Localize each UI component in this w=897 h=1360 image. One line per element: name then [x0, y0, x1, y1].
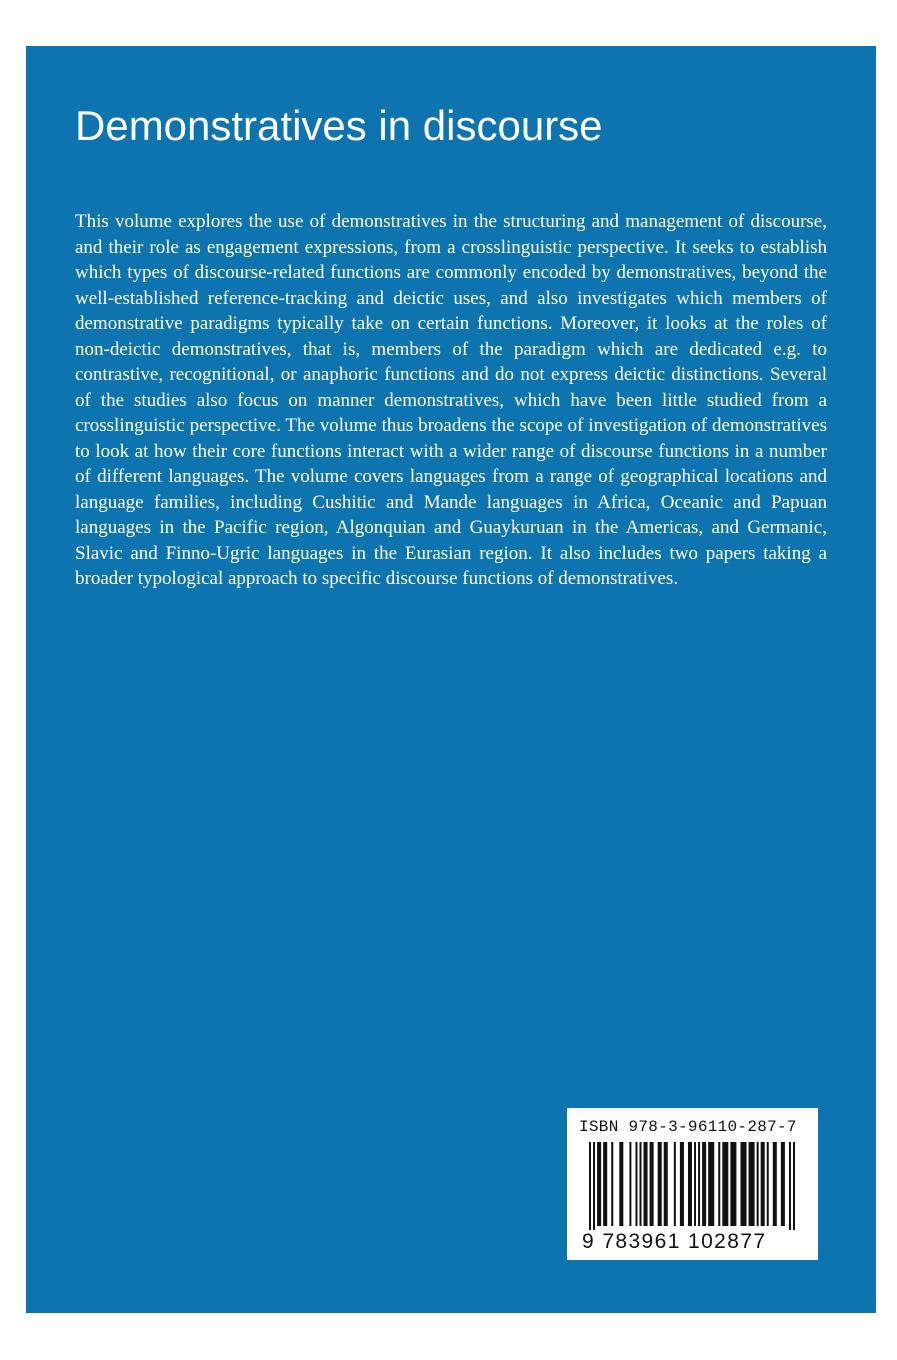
book-blurb: This volume explores the use of demonstratives in the structuring and management of discourse, and their role as engagement expressions, from a crosslinguistic perspective. It seeks to establish which types of discourse-related functions are commonly encoded by demonstratives, beyond the well-established reference-tracking and deictic uses, and also investigates which members of demonstrative paradigms typically take on certain functions. Moreover, it looks at the roles of non-deictic demonstratives, that is, members of the paradigm which are dedicated e.g. to contrastive, recognitional, or anaphoric functions and do not express deictic distinctions. Several of the studies also focus on manner demonstratives, which have been little studied from a crosslinguistic perspective. The volume thus broadens the scope of investigation of demonstratives to look at how their core functions interact with a wider range of discourse functions in a number of different languages. The volume covers languages from a range of geographical locations and language families, including Cushitic and Mande languages in Africa, Oceanic and Papuan languages in the Pacific region, Algonquian and Guaykuruan in the Americas, and Germanic, Slavic and Finno-Ugric languages in the Eurasian region. It also includes two papers taking a broader typological approach to specific discourse functions of demonstratives. — [75, 211, 827, 589]
ean-digits: 9 783961 102877 — [582, 1230, 767, 1253]
barcode-bar — [639, 1142, 641, 1226]
barcode-bar — [757, 1142, 759, 1226]
barcode-bar — [730, 1142, 736, 1226]
barcode-bar — [644, 1142, 648, 1226]
barcode-bar — [664, 1142, 668, 1226]
barcode-bar — [789, 1142, 791, 1230]
back-cover — [26, 46, 876, 1313]
barcode-bar — [773, 1142, 777, 1226]
barcode-bar — [629, 1142, 631, 1226]
barcode-bar — [767, 1142, 769, 1226]
barcode-bar — [635, 1142, 637, 1226]
barcode-bar — [658, 1142, 662, 1226]
barcode-bar — [781, 1142, 785, 1226]
barcode-bar — [603, 1142, 607, 1226]
barcode-bar — [761, 1142, 765, 1226]
barcode-bar — [589, 1142, 591, 1230]
barcode-bar — [749, 1142, 755, 1226]
barcode-bars — [589, 1142, 799, 1230]
isbn-barcode — [567, 1108, 818, 1260]
isbn-label: ISBN 978-3-96110-287-7 — [579, 1118, 797, 1136]
barcode-bar — [688, 1142, 692, 1226]
book-title: Demonstratives in discourse — [75, 102, 603, 149]
barcode-bar — [718, 1142, 720, 1226]
barcode-bar — [722, 1142, 728, 1226]
barcode-bar — [611, 1142, 613, 1226]
barcode-bar — [593, 1142, 595, 1230]
barcode-bar — [740, 1142, 746, 1226]
barcode-bar — [597, 1142, 601, 1226]
barcode-bar — [694, 1142, 696, 1226]
barcode-bar — [702, 1142, 706, 1226]
barcode-bar — [708, 1142, 714, 1226]
barcode-bar — [680, 1142, 684, 1226]
barcode-bar — [674, 1142, 676, 1226]
barcode-bar — [650, 1142, 654, 1226]
barcode-bar — [698, 1142, 700, 1226]
barcode-bar — [793, 1142, 795, 1230]
barcode-bar — [619, 1142, 623, 1226]
